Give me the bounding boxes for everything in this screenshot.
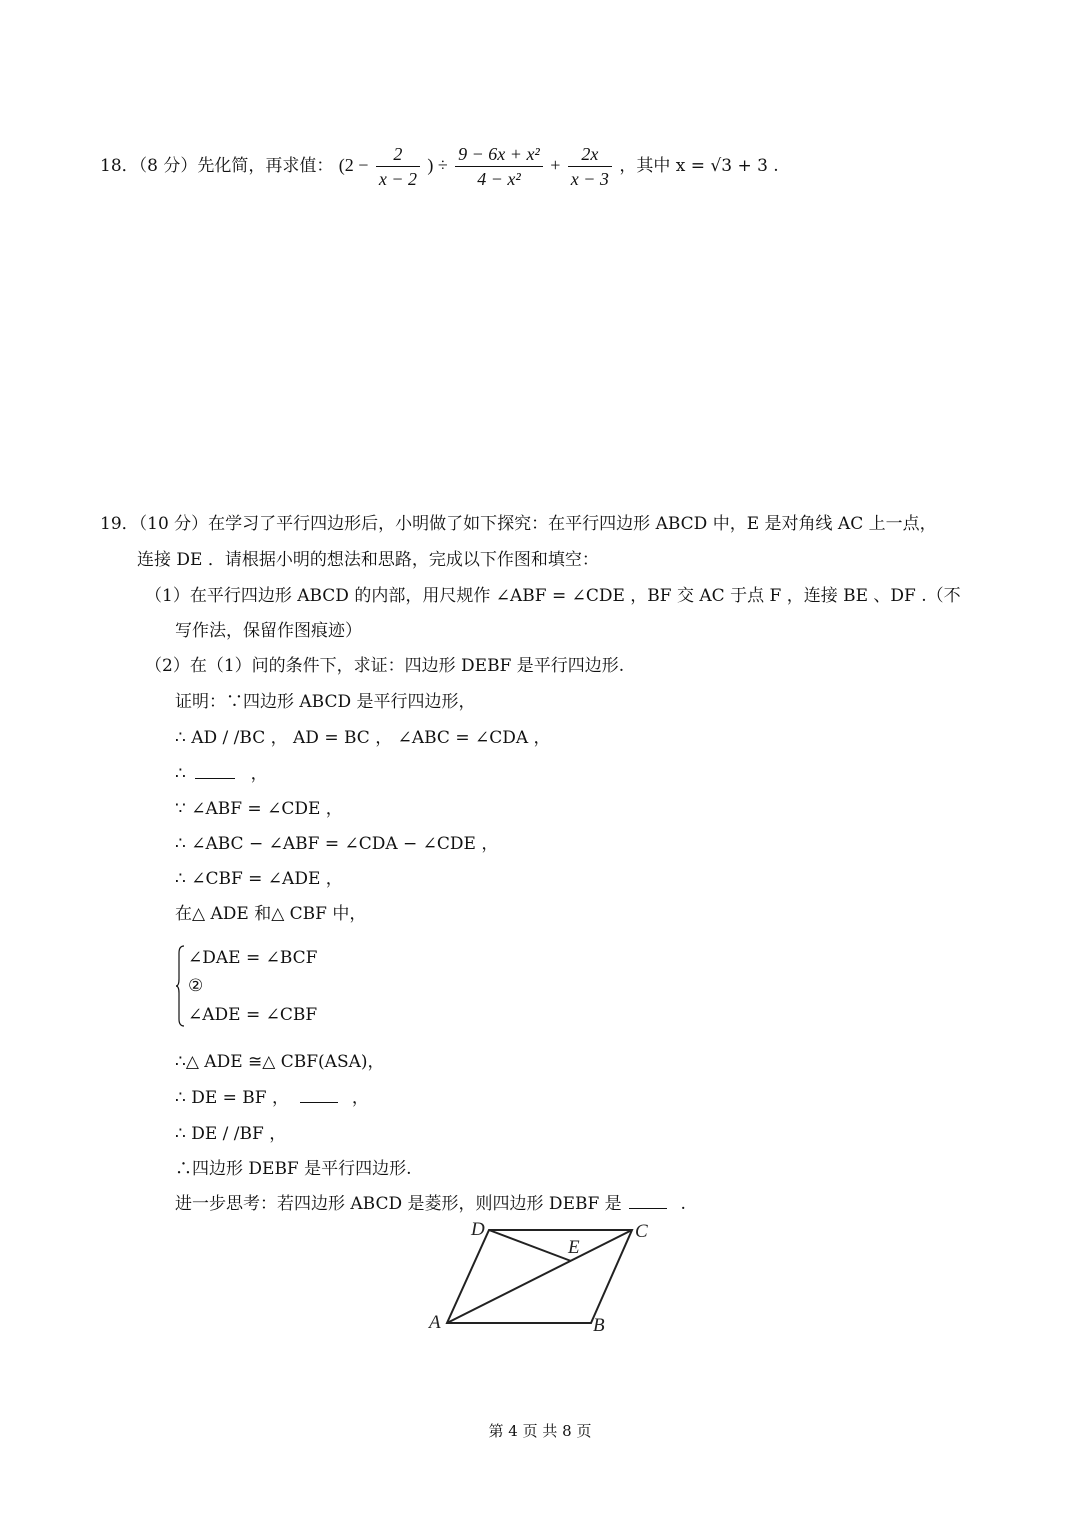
frac3-num: 2x: [568, 144, 612, 167]
answer-blank-1[interactable]: [195, 764, 235, 779]
label-a: A: [429, 1312, 441, 1333]
after-line-5: [175, 1192, 686, 1216]
frac1-den: x − 2: [378, 169, 417, 189]
q18-line: [100, 144, 779, 189]
proof-line-6: ∴ ∠CBF = ∠ADE ，: [175, 869, 343, 889]
after-line-2: [175, 1086, 369, 1110]
q18-close-div: ) ÷: [427, 155, 448, 175]
frac2-num: 9 − 6x + x²: [455, 144, 543, 167]
q19-part2: （2）在（1）问的条件下，求证：四边形 DEBF 是平行四边形.: [145, 656, 625, 676]
frac1-num: 2: [376, 144, 420, 167]
system-brace: [175, 945, 185, 1027]
q19-line1: 19．（10 分）在学习了平行四边形后，小明做了如下探究：在平行四边形 ABCD 中，E 是对角线 AC 上一点，: [100, 514, 937, 534]
de-eq-bf: ∴ DE = BF ，: [175, 1088, 290, 1108]
system-line-3: ∠ADE = ∠CBF: [188, 1005, 318, 1025]
proof-line-1: 证明：∵四边形 ABCD 是平行四边形，: [175, 692, 476, 712]
proof-line-3: [175, 762, 268, 786]
therefore-symbol: ∴: [175, 764, 186, 784]
q18-frac3: [568, 144, 612, 189]
system-line-1: ∠DAE = ∠BCF: [188, 948, 318, 968]
after-line-4: ∴四边形 DEBF 是平行四边形.: [175, 1159, 412, 1179]
q18-frac1: [376, 144, 420, 189]
answer-blank-3[interactable]: [629, 1194, 667, 1209]
frac2-den: 4 − x²: [477, 169, 521, 189]
frac3-den: x − 3: [570, 169, 609, 189]
answer-blank-2[interactable]: [300, 1088, 338, 1103]
label-c: C: [635, 1221, 648, 1242]
q19-line2: 连接 DE ．请根据小明的想法和思路，完成以下作图和填空：: [137, 550, 599, 570]
q18-label: 18．（8 分）先化简，再求值：: [100, 156, 334, 176]
proof-line-2: ∴ AD / /BC ， AD = BC ， ∠ABC = ∠CDA ，: [175, 728, 551, 748]
proof-line-5: ∴ ∠ABC − ∠ABF = ∠CDA − ∠CDE ，: [175, 834, 499, 854]
label-d: D: [471, 1219, 485, 1240]
q19-part1-b: 写作法，保留作图痕迹）: [175, 621, 362, 641]
segment-de: [489, 1230, 571, 1261]
q18-frac2: [455, 144, 543, 189]
system-line-2[interactable]: ②: [188, 976, 204, 996]
q18-plus: +: [550, 155, 561, 175]
blank-comma: ，: [250, 764, 268, 784]
after-line-1: ∴△ ADE ≅△ CBF(ASA)，: [175, 1052, 385, 1072]
final-period: .: [680, 1194, 686, 1214]
further-thinking: 进一步思考：若四边形 ABCD 是菱形，则四边形 DEBF 是: [175, 1194, 622, 1214]
blank-comma-2: ，: [351, 1088, 369, 1108]
label-e: E: [568, 1237, 580, 1258]
after-line-3: ∴ DE / /BF ，: [175, 1124, 287, 1144]
q18-tail: ，其中 x = √3 + 3 .: [619, 156, 779, 176]
page-footer: 第 4 页 共 8 页: [488, 1422, 592, 1440]
q19-part1-a: （1）在平行四边形 ABCD 的内部，用尺规作 ∠ABF = ∠CDE ，BF 交 AC 于点 F ，连接 BE 、DF .（不: [145, 586, 961, 606]
label-b: B: [593, 1315, 605, 1336]
q18-open: (2 −: [338, 155, 369, 175]
proof-line-4: ∵ ∠ABF = ∠CDE ，: [175, 799, 343, 819]
diagonal-ac: [447, 1230, 632, 1323]
proof-line-7: 在△ ADE 和△ CBF 中，: [175, 904, 367, 924]
parallelogram-figure: [425, 1215, 655, 1340]
